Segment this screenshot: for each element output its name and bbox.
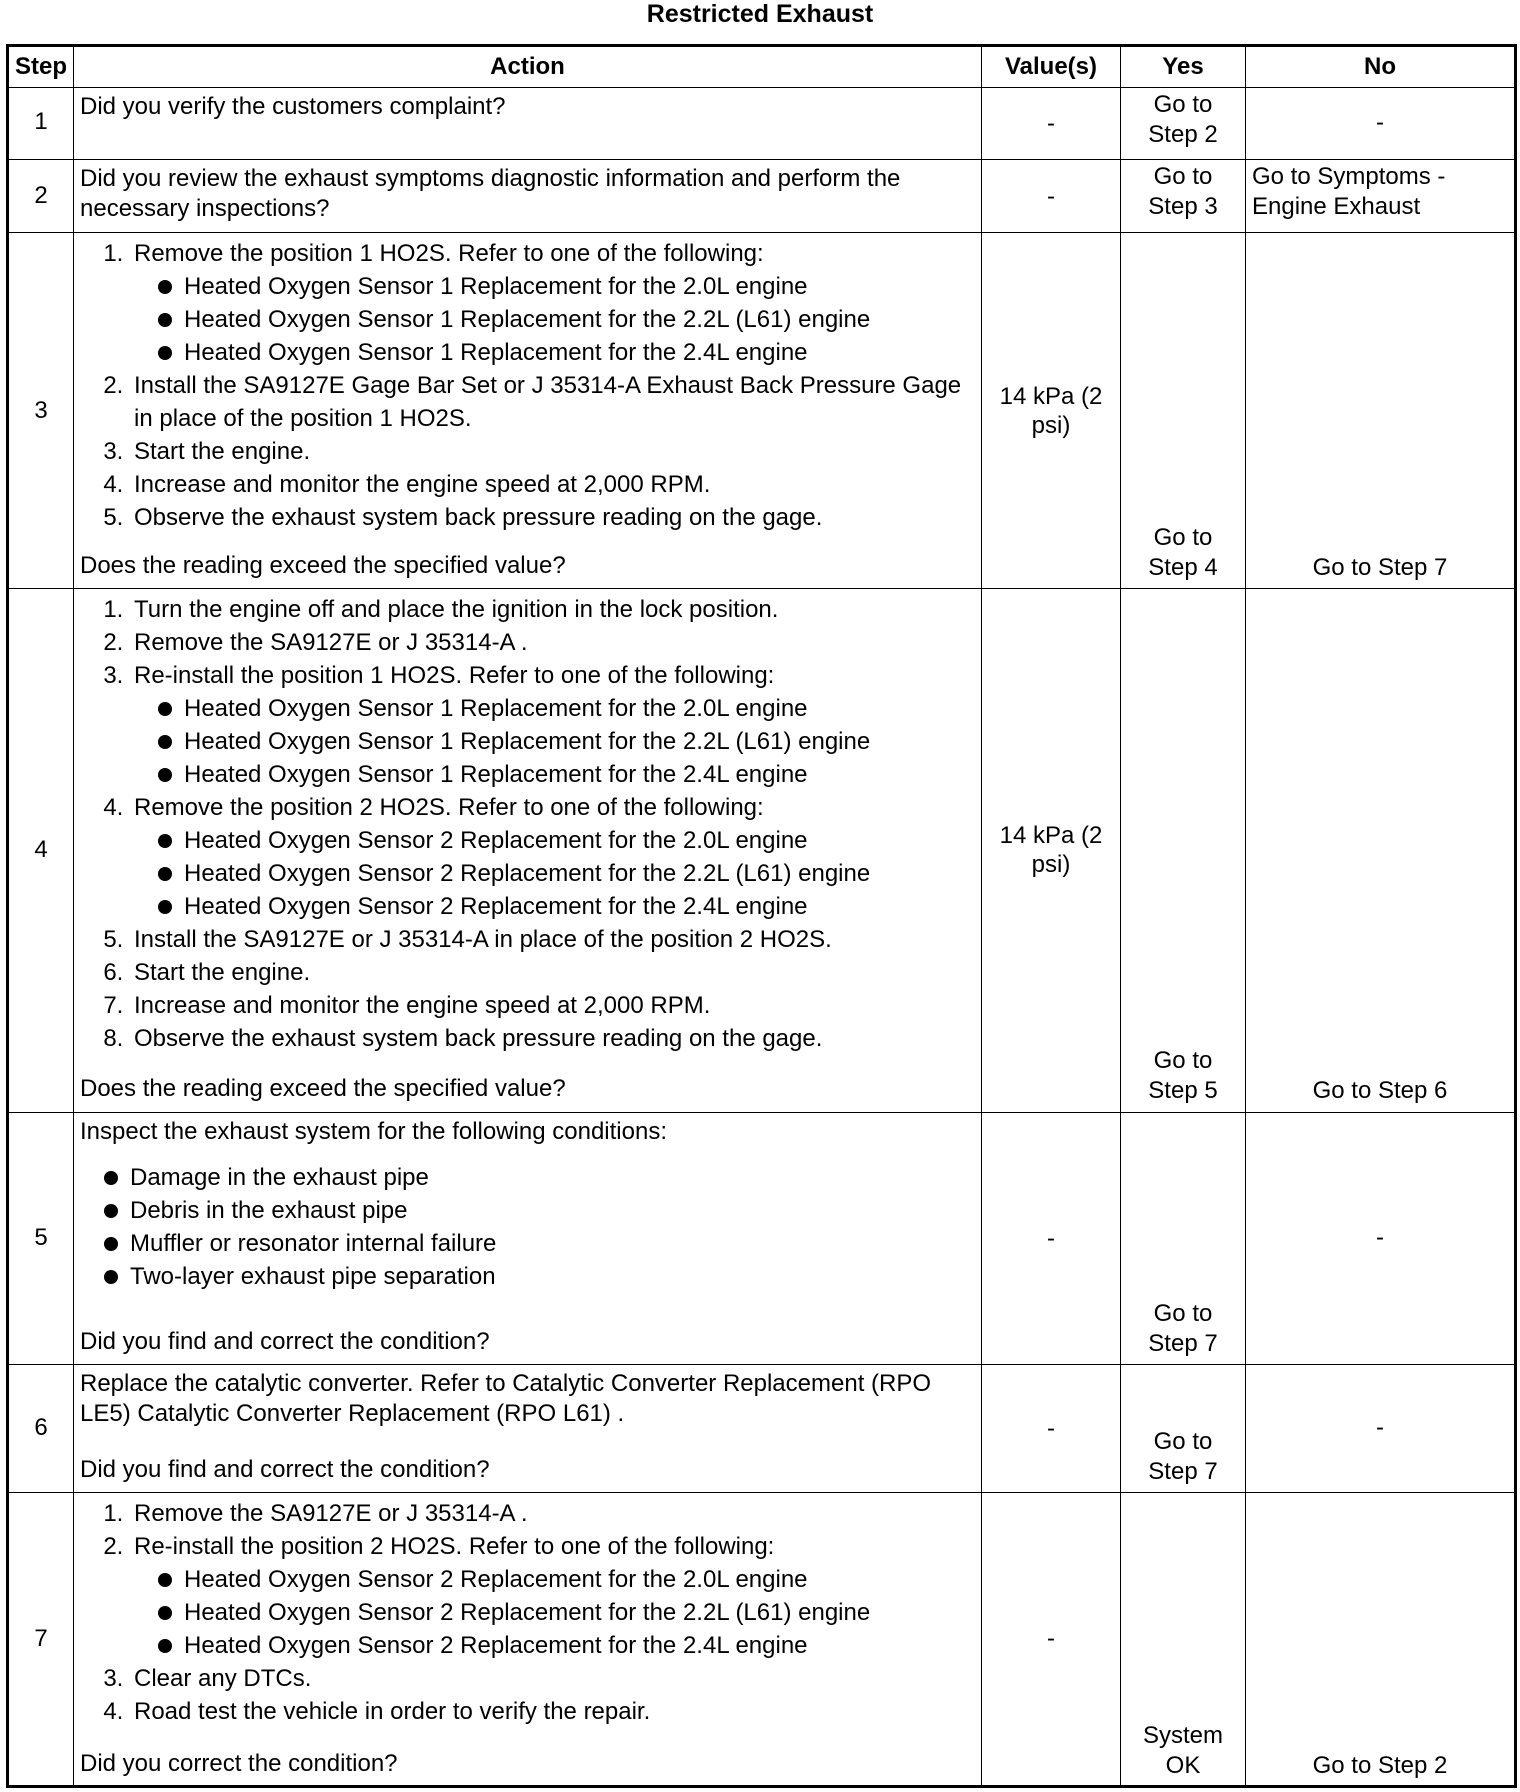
no-answer-line: - [1376, 109, 1384, 136]
yes-cell [1121, 1492, 1246, 1786]
action-question: Did you correct the condition? [80, 1749, 398, 1777]
reference-link-item: Heated Oxygen Sensor 1 Replacement for the 2.4L engine [180, 336, 975, 369]
reference-list [134, 270, 975, 369]
specified-value: 14 kPa (2 psi) [982, 233, 1121, 589]
action-question: Does the reading exceed the specified value? [80, 1075, 566, 1103]
yes-answer [1121, 233, 1245, 587]
no-answer [1246, 88, 1514, 158]
step-number: 3 [8, 233, 74, 589]
action-content [80, 237, 975, 585]
header-step: Step [8, 46, 74, 88]
reference-link-item: Heated Oxygen Sensor 2 Replacement for the 2.0L engine [180, 824, 975, 857]
table-row [8, 160, 1516, 233]
diagnostic-table [6, 44, 1517, 1788]
reference-link-item: Heated Oxygen Sensor 1 Replacement for the 2.2L (L61) engine [180, 725, 975, 758]
header-yes: Yes [1121, 46, 1246, 88]
procedure-step [130, 989, 975, 1022]
action-content [80, 593, 975, 1108]
reference-list [134, 692, 975, 791]
yes-cell [1121, 88, 1246, 160]
step-number: 5 [8, 1112, 74, 1364]
yes-cell [1121, 589, 1246, 1112]
yes-cell [1121, 1364, 1246, 1492]
procedure-list [80, 237, 975, 534]
table-row [8, 589, 1516, 1112]
reference-link-item: Heated Oxygen Sensor 2 Replacement for the 2.2L (L61) engine [180, 1596, 975, 1629]
specified-value: - [982, 88, 1121, 160]
yes-answer-line: Go to [1153, 1047, 1213, 1075]
action-content [80, 164, 975, 229]
reference-list [134, 824, 975, 923]
procedure-step [130, 791, 975, 923]
no-answer-line: Engine Exhaust [1252, 193, 1421, 221]
action-body [80, 1369, 975, 1429]
yes-answer-line: Step 7 [1148, 1457, 1218, 1485]
procedure-step [130, 659, 975, 791]
table-row [8, 88, 1516, 160]
specified-value: - [982, 160, 1121, 233]
yes-cell [1121, 233, 1246, 589]
action-cell [74, 233, 982, 589]
action-intro: Inspect the exhaust system for the following conditions: [80, 1117, 667, 1145]
yes-answer-line: OK [1165, 1751, 1201, 1779]
specified-value: - [982, 1492, 1121, 1786]
reference-link-item: Heated Oxygen Sensor 2 Replacement for the 2.4L engine [180, 1629, 975, 1662]
action-intro: Replace the catalytic converter. Refer to Catalytic Converter Replacement (RPO LE5) Catalytic Converter Replacement (RPO L61) . [80, 1369, 932, 1427]
no-answer [1246, 1493, 1514, 1785]
procedure-step-text: Remove the SA9127E or J 35314-A . [134, 629, 528, 657]
header-values: Value(s) [982, 46, 1121, 88]
action-cell [74, 1364, 982, 1492]
procedure-step-text: Install the SA9127E Gage Bar Set or J 35314-A Exhaust Back Pressure Gage in place of the position 1 HO2S. [134, 372, 962, 433]
action-content [80, 92, 975, 156]
yes-answer-line: Go to [1153, 524, 1213, 552]
no-answer [1246, 160, 1514, 231]
condition-item: Muffler or resonator internal failure [130, 1227, 975, 1260]
procedure-step [130, 369, 975, 435]
action-content [80, 1497, 975, 1783]
yes-answer-line: Go to [1153, 163, 1213, 191]
action-intro: Did you review the exhaust symptoms diagnostic information and perform the necessary inspections? [80, 165, 901, 223]
table-row [8, 233, 1516, 589]
reference-link-item: Heated Oxygen Sensor 2 Replacement for the 2.4L engine [180, 890, 975, 923]
procedure-step-text: Increase and monitor the engine speed at 2,000 RPM. [134, 992, 711, 1020]
no-cell [1246, 1492, 1516, 1786]
specified-value: 14 kPa (2 psi) [982, 589, 1121, 1112]
no-cell [1246, 1112, 1516, 1364]
procedure-step [130, 1497, 975, 1530]
procedure-step [130, 956, 975, 989]
no-cell [1246, 233, 1516, 589]
action-question: Does the reading exceed the specified value? [80, 552, 566, 580]
no-answer [1246, 589, 1514, 1110]
no-answer [1246, 233, 1514, 587]
yes-answer-line: Step 4 [1148, 554, 1218, 582]
no-answer-line: Go to Step 7 [1312, 554, 1448, 582]
header-row [8, 46, 1516, 88]
table-row [8, 1112, 1516, 1364]
action-body [80, 92, 975, 122]
action-content [80, 1117, 975, 1361]
yes-answer [1121, 1113, 1245, 1363]
action-body [80, 237, 975, 534]
header-action: Action [74, 46, 982, 88]
action-cell [74, 88, 982, 160]
procedure-step-text: Observe the exhaust system back pressure reading on the gage. [134, 1025, 823, 1053]
procedure-step-text: Install the SA9127E or J 35314-A in place of the position 2 HO2S. [134, 926, 832, 954]
reference-link-item: Heated Oxygen Sensor 1 Replacement for the 2.4L engine [180, 758, 975, 791]
action-cell [74, 1112, 982, 1364]
yes-answer-line: Step 3 [1148, 193, 1218, 221]
condition-item: Damage in the exhaust pipe [130, 1161, 975, 1194]
table-body [8, 88, 1516, 1787]
yes-cell [1121, 1112, 1246, 1364]
action-cell [74, 160, 982, 233]
step-number: 7 [8, 1492, 74, 1786]
specified-value: - [982, 1112, 1121, 1364]
reference-link-item: Heated Oxygen Sensor 2 Replacement for the 2.0L engine [180, 1563, 975, 1596]
procedure-step-text: Remove the position 2 HO2S. Refer to one of the following: [134, 794, 764, 822]
action-cell [74, 1492, 982, 1786]
yes-answer [1121, 160, 1245, 231]
action-content [80, 1369, 975, 1489]
procedure-step [130, 468, 975, 501]
yes-answer-line: Step 5 [1148, 1077, 1218, 1105]
yes-cell [1121, 160, 1246, 233]
no-cell [1246, 589, 1516, 1112]
document-title: Restricted Exhaust [646, 0, 874, 28]
procedure-step [130, 593, 975, 626]
no-cell [1246, 160, 1516, 233]
condition-item: Two-layer exhaust pipe separation [130, 1260, 975, 1293]
yes-answer [1121, 1365, 1245, 1491]
procedure-step-text: Observe the exhaust system back pressure reading on the gage. [134, 504, 823, 532]
procedure-step-text: Start the engine. [134, 438, 311, 466]
step-number: 1 [8, 88, 74, 160]
procedure-step-text: Re-install the position 1 HO2S. Refer to one of the following: [134, 662, 775, 690]
action-body [80, 1117, 975, 1293]
header-no: No [1246, 46, 1516, 88]
table-row [8, 1492, 1516, 1786]
step-number: 2 [8, 160, 74, 233]
procedure-list [80, 1497, 975, 1728]
yes-answer-line: Go to [1153, 91, 1213, 118]
action-body [80, 593, 975, 1055]
procedure-step-text: Road test the vehicle in order to verify the repair. [134, 1697, 651, 1725]
no-answer-line: Go to Step 6 [1312, 1077, 1448, 1105]
action-cell [74, 589, 982, 1112]
reference-link-item: Heated Oxygen Sensor 2 Replacement for the 2.2L (L61) engine [180, 857, 975, 890]
action-question: Did you find and correct the condition? [80, 1455, 490, 1483]
procedure-step [130, 1662, 975, 1695]
procedure-step [130, 626, 975, 659]
action-question: Did you find and correct the condition? [80, 1327, 490, 1355]
reference-link-item: Heated Oxygen Sensor 1 Replacement for the 2.0L engine [180, 270, 975, 303]
no-answer [1246, 1113, 1514, 1363]
reference-link-item: Heated Oxygen Sensor 1 Replacement for the 2.0L engine [180, 692, 975, 725]
no-answer-line: - [1376, 1413, 1384, 1441]
yes-answer-line: System [1142, 1721, 1223, 1749]
procedure-step-text: Re-install the position 2 HO2S. Refer to one of the following: [134, 1532, 775, 1560]
yes-answer-line: Step 2 [1148, 121, 1218, 148]
yes-answer [1121, 589, 1245, 1110]
procedure-step [130, 1530, 975, 1662]
procedure-step-text: Turn the engine off and place the ignition in the lock position. [134, 596, 779, 624]
condition-list [80, 1161, 975, 1293]
procedure-step [130, 1695, 975, 1728]
specified-value: - [982, 1364, 1121, 1492]
no-cell [1246, 88, 1516, 160]
reference-link-item: Heated Oxygen Sensor 1 Replacement for the 2.2L (L61) engine [180, 303, 975, 336]
no-cell [1246, 1364, 1516, 1492]
yes-answer [1121, 1493, 1245, 1785]
yes-answer-line: Go to [1153, 1427, 1213, 1455]
procedure-step [130, 501, 975, 534]
no-answer-line: - [1376, 1223, 1384, 1251]
action-body [80, 1497, 975, 1728]
condition-item: Debris in the exhaust pipe [130, 1194, 975, 1227]
procedure-step-text: Start the engine. [134, 959, 311, 987]
reference-list [134, 1563, 975, 1662]
procedure-step-text: Remove the SA9127E or J 35314-A . [134, 1499, 528, 1527]
step-number: 4 [8, 589, 74, 1112]
table-row [8, 1364, 1516, 1492]
no-answer-line: Go to Step 2 [1312, 1751, 1448, 1779]
step-number: 6 [8, 1364, 74, 1492]
procedure-step-text: Remove the position 1 HO2S. Refer to one of the following: [134, 240, 764, 268]
procedure-step-text: Increase and monitor the engine speed at 2,000 RPM. [134, 471, 711, 499]
yes-answer [1121, 88, 1245, 158]
no-answer [1246, 1365, 1514, 1491]
procedure-step [130, 923, 975, 956]
action-body [80, 164, 975, 224]
no-answer-line: Go to Symptoms - [1252, 163, 1446, 191]
procedure-step [130, 1022, 975, 1055]
procedure-step-text: Clear any DTCs. [134, 1664, 312, 1692]
procedure-list [80, 593, 975, 1055]
procedure-step [130, 237, 975, 369]
yes-answer-line: Step 7 [1148, 1329, 1218, 1357]
action-intro: Did you verify the customers complaint? [80, 93, 506, 120]
yes-answer-line: Go to [1153, 1299, 1213, 1327]
procedure-step [130, 435, 975, 468]
